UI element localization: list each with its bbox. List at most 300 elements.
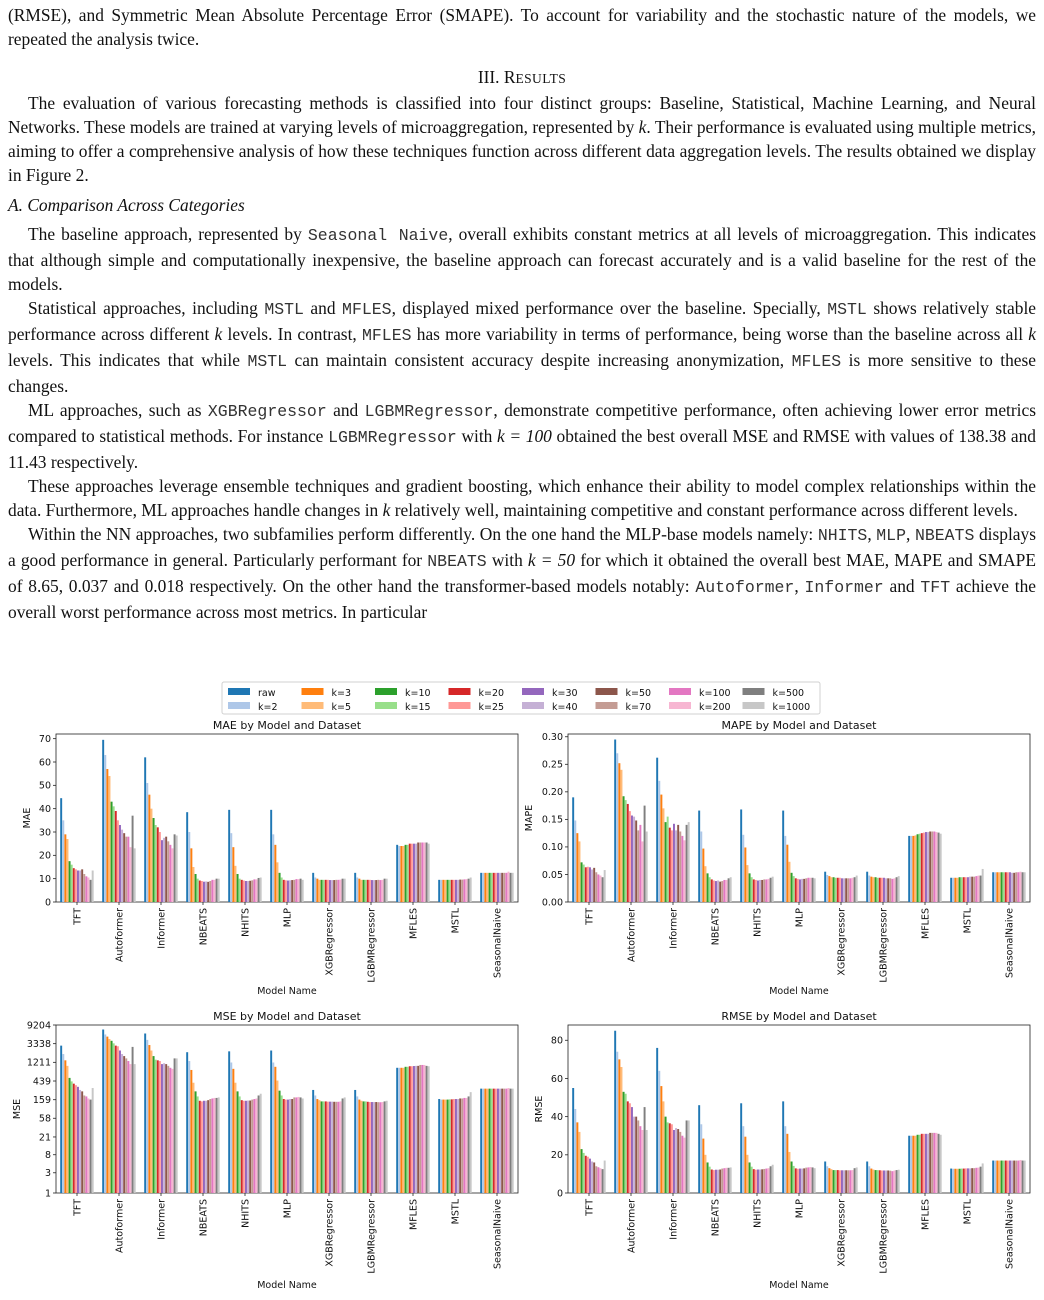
- bar-LGBMRegressor-k=3: [870, 877, 872, 902]
- bar-SeasonalNaive-k=50: [501, 873, 503, 902]
- bar-MFLES-k=2: [398, 846, 400, 902]
- bar-MFLES-k=5: [915, 835, 917, 902]
- bar-LGBMRegressor-k=15: [365, 1101, 367, 1193]
- bar-MSTL-k=200: [978, 876, 980, 902]
- bar-MLP-k=5: [277, 1081, 279, 1193]
- bar-MFLES-k=70: [931, 1133, 933, 1193]
- bar-XGBRegressor-k=50: [845, 878, 847, 902]
- bar-MSTL-raw: [950, 878, 952, 902]
- bar-XGBRegressor-k=15: [835, 1170, 837, 1193]
- bar-XGBRegressor-k=40: [843, 1170, 845, 1193]
- bar-TFT-k=10: [69, 861, 71, 902]
- bar-MSTL-k=100: [463, 879, 465, 902]
- bar-TFT-k=25: [587, 1157, 589, 1193]
- bar-MFLES-k=200: [424, 843, 426, 903]
- bar-NHITS-k=500: [258, 878, 260, 902]
- bar-Autoformer-k=30: [631, 816, 633, 902]
- paper-text: [8, 0, 1036, 624]
- x-tick-label: TFT: [72, 1199, 84, 1216]
- bar-MFLES-raw: [908, 836, 910, 902]
- x-tick-label: Informer: [156, 908, 168, 949]
- bar-LGBMRegressor-k=10: [875, 877, 877, 902]
- section-heading-results: III. RESULTS: [477, 67, 567, 87]
- bar-SeasonalNaive-k=50: [1013, 1161, 1015, 1193]
- bar-LGBMRegressor-k=100: [891, 879, 893, 902]
- bar-XGBRegressor-k=15: [323, 880, 325, 902]
- x-tick-label: NHITS: [752, 908, 764, 937]
- bar-NHITS-k=3: [744, 1137, 746, 1193]
- bar-Autoformer-k=3: [106, 769, 108, 902]
- bar-Autoformer-raw: [102, 740, 104, 902]
- bar-MFLES-k=50: [929, 831, 931, 902]
- bar-SeasonalNaive-k=100: [1017, 1161, 1019, 1193]
- y-tick-label: 60: [38, 757, 51, 769]
- bar-Informer-k=3: [148, 795, 150, 902]
- bar-Autoformer-k=3: [618, 1059, 620, 1193]
- bar-MSTL-k=3: [442, 880, 444, 902]
- bar-NHITS-k=15: [239, 879, 241, 902]
- bar-MLP-k=100: [295, 879, 297, 902]
- bar-MLP-raw: [270, 810, 272, 902]
- bar-LGBMRegressor-k=10: [875, 1170, 877, 1193]
- bar-SeasonalNaive-k=40: [1011, 873, 1013, 902]
- bar-LGBMRegressor-k=40: [373, 1102, 375, 1193]
- bar-NHITS-k=3: [744, 847, 746, 902]
- bar-TFT-k=200: [88, 1098, 90, 1193]
- bar-SeasonalNaive-raw: [992, 872, 994, 902]
- bar-Informer-k=5: [663, 808, 665, 902]
- x-tick-label: TFT: [584, 908, 596, 925]
- bar-NHITS-k=15: [751, 877, 753, 902]
- bar-LGBMRegressor-k=70: [377, 1102, 379, 1193]
- bar-SeasonalNaive-k=200: [1020, 872, 1022, 902]
- bar-XGBRegressor-k=20: [837, 1170, 839, 1193]
- legend-label: k=1000: [772, 702, 811, 713]
- bar-NBEATS-k=1000: [730, 1167, 732, 1193]
- bar-Autoformer-k=40: [633, 817, 635, 902]
- bar-Autoformer-k=2: [616, 1052, 618, 1193]
- x-tick-label: MLP: [282, 908, 294, 928]
- bar-SeasonalNaive-k=2: [482, 1089, 484, 1193]
- bar-Autoformer-k=20: [115, 1046, 117, 1193]
- bar-MFLES-k=30: [925, 832, 927, 902]
- x-tick-label: NHITS: [752, 1199, 764, 1228]
- bar-NBEATS-raw: [186, 812, 188, 902]
- bar-Autoformer-k=3: [618, 763, 620, 902]
- bar-Autoformer-k=70: [637, 1120, 639, 1193]
- bar-MFLES-k=50: [417, 843, 419, 903]
- bar-Autoformer-k=20: [627, 804, 629, 902]
- bar-TFT-k=500: [602, 1169, 604, 1193]
- bar-MLP-raw: [270, 1051, 272, 1193]
- bar-MLP-k=200: [298, 879, 300, 902]
- bar-Informer-k=10: [665, 822, 667, 902]
- bar-Autoformer-k=10: [623, 1092, 625, 1193]
- bar-NHITS-k=70: [763, 1169, 765, 1193]
- bar-LGBMRegressor-k=40: [885, 878, 887, 902]
- y-tick-label: 50: [38, 780, 51, 792]
- bar-LGBMRegressor-k=10: [363, 1101, 365, 1193]
- bar-TFT-k=20: [585, 867, 587, 902]
- bar-MFLES-raw: [396, 1068, 398, 1193]
- bar-NHITS-k=100: [765, 879, 767, 902]
- bar-SeasonalNaive-k=70: [503, 1089, 505, 1193]
- bar-TFT-k=1000: [604, 1161, 606, 1193]
- bar-MLP-k=500: [812, 1167, 814, 1193]
- bar-TFT-k=3: [576, 1122, 578, 1193]
- bar-Informer-k=70: [167, 1066, 169, 1193]
- bar-Autoformer-k=10: [623, 796, 625, 902]
- bar-XGBRegressor-k=100: [337, 880, 339, 902]
- bar-MFLES-k=10: [405, 1067, 407, 1193]
- bar-NHITS-k=70: [763, 879, 765, 902]
- bar-SeasonalNaive-k=500: [510, 1089, 512, 1193]
- bar-MSTL-k=5: [957, 1169, 959, 1193]
- bar-SeasonalNaive-k=1000: [512, 1089, 514, 1193]
- x-tick-label: MSTL: [450, 908, 462, 934]
- bar-Autoformer-k=20: [115, 811, 117, 902]
- bar-NHITS-k=100: [765, 1169, 767, 1193]
- bar-LGBMRegressor-k=200: [382, 1102, 384, 1193]
- bar-NHITS-k=50: [761, 1169, 763, 1193]
- bar-XGBRegressor-k=200: [852, 878, 854, 902]
- bar-Autoformer-k=70: [125, 1058, 127, 1193]
- bar-NBEATS-k=2: [188, 832, 190, 902]
- bar-Autoformer-k=5: [109, 776, 111, 902]
- bar-XGBRegressor-k=25: [839, 1170, 841, 1193]
- paragraph-metrics-end: (RMSE), and Symmetric Mean Absolute Percentage Error (SMAPE). To account for variability and the stochastic nature of the models, we repeated the analysis twice.: [8, 5, 1036, 49]
- paragraph-overview: The evaluation of various forecasting methods is classified into four distinct groups: Baseline, Statistical, Machine Learning, and Neural Networks. These models are trained at varying levels of microaggregation, represented by k. Their performance is evaluated using multiple metrics, aiming to offer a comprehensive analysis of how these techniques function across different data aggregation levels. The results obtained we display in Figure 2.: [8, 93, 1036, 185]
- bar-MLP-k=200: [298, 1097, 300, 1193]
- bar-SeasonalNaive-k=3: [996, 1161, 998, 1193]
- bar-NBEATS-k=500: [216, 1098, 218, 1193]
- bar-TFT-k=100: [85, 876, 87, 902]
- bar-NBEATS-k=70: [209, 881, 211, 902]
- bar-Informer-raw: [656, 1048, 658, 1193]
- bar-MLP-k=40: [289, 1099, 291, 1193]
- bar-MSTL-k=50: [971, 1168, 973, 1193]
- bar-MLP-k=10: [279, 873, 281, 902]
- bar-XGBRegressor-k=50: [333, 1102, 335, 1193]
- bar-MFLES-k=70: [931, 831, 933, 902]
- bar-Autoformer-k=100: [639, 825, 641, 902]
- bar-LGBMRegressor-k=1000: [386, 879, 388, 902]
- bar-LGBMRegressor-k=500: [896, 1170, 898, 1193]
- legend-swatch: [743, 702, 765, 709]
- legend-label: k=50: [625, 688, 652, 699]
- bar-MLP-k=15: [281, 878, 283, 903]
- bar-NHITS-k=3: [232, 847, 234, 902]
- bar-NHITS-k=30: [757, 1170, 759, 1193]
- bar-SeasonalNaive-k=1000: [512, 873, 514, 902]
- bar-SeasonalNaive-k=5: [487, 1089, 489, 1193]
- bar-NBEATS-k=40: [205, 881, 207, 902]
- x-tick-label: MFLES: [920, 1199, 932, 1230]
- bar-NBEATS-k=1000: [218, 879, 220, 902]
- bar-NBEATS-k=20: [199, 1101, 201, 1193]
- bar-LGBMRegressor-k=40: [885, 1170, 887, 1193]
- bar-Informer-k=5: [151, 809, 153, 902]
- bar-TFT-raw: [60, 1046, 62, 1193]
- bar-MFLES-k=50: [417, 1066, 419, 1193]
- bar-NHITS-k=25: [243, 881, 245, 902]
- bar-Informer-k=3: [660, 795, 662, 902]
- bar-XGBRegressor-k=10: [833, 1170, 835, 1193]
- bar-LGBMRegressor-k=30: [883, 878, 885, 902]
- bar-MSTL-k=5: [957, 878, 959, 902]
- bar-MLP-raw: [782, 1101, 784, 1193]
- bar-NBEATS-k=10: [707, 1162, 709, 1193]
- bar-NBEATS-k=200: [726, 1168, 728, 1193]
- legend-label: k=30: [552, 688, 578, 699]
- legend-label: k=5: [331, 702, 352, 713]
- bar-SeasonalNaive-k=70: [1015, 872, 1017, 902]
- bar-Informer-k=20: [669, 1123, 671, 1193]
- y-tick-label: 0.05: [541, 869, 563, 881]
- x-tick-label: TFT: [584, 1199, 596, 1216]
- bar-LGBMRegressor-k=1000: [898, 876, 900, 902]
- bar-Autoformer-k=5: [621, 1067, 623, 1193]
- bar-TFT-k=30: [589, 1159, 591, 1193]
- bar-XGBRegressor-k=2: [826, 1166, 828, 1193]
- bar-MSTL-k=70: [461, 880, 463, 902]
- bar-MSTL-k=50: [459, 1098, 461, 1193]
- bar-NHITS-k=5: [747, 865, 749, 902]
- x-axis-label: Model Name: [257, 1280, 317, 1291]
- bar-SeasonalNaive-k=30: [1009, 872, 1011, 902]
- bar-MSTL-k=20: [963, 877, 965, 902]
- bar-MLP-k=500: [812, 878, 814, 902]
- bar-MLP-k=10: [791, 873, 793, 902]
- bar-NHITS-k=30: [245, 881, 247, 902]
- bar-MFLES-k=50: [929, 1133, 931, 1193]
- bar-NHITS-k=40: [759, 880, 761, 902]
- bar-MLP-k=100: [807, 1167, 809, 1193]
- bar-TFT-k=70: [83, 1095, 85, 1193]
- bar-MSTL-k=20: [451, 880, 453, 902]
- bar-NBEATS-k=3: [190, 848, 192, 902]
- bar-MFLES-raw: [908, 1136, 910, 1193]
- bar-TFT-k=15: [583, 865, 585, 902]
- bar-NHITS-k=3: [232, 1069, 234, 1193]
- bar-Informer-k=1000: [176, 836, 178, 903]
- bar-Autoformer-k=50: [635, 1117, 637, 1193]
- bar-LGBMRegressor-raw: [354, 1090, 356, 1193]
- bar-TFT-raw: [572, 1088, 574, 1193]
- bar-MLP-k=20: [283, 1099, 285, 1193]
- bar-MLP-k=200: [810, 878, 812, 902]
- x-tick-label: NBEATS: [710, 1199, 722, 1237]
- bar-TFT-k=40: [591, 870, 593, 902]
- bar-Autoformer-k=25: [629, 1103, 631, 1193]
- legend-swatch: [522, 702, 544, 709]
- bar-TFT-k=3: [64, 1060, 66, 1193]
- bar-MFLES-k=20: [409, 844, 411, 902]
- x-tick-label: XGBRegressor: [836, 1199, 848, 1267]
- bar-XGBRegressor-k=30: [329, 1102, 331, 1193]
- x-tick-label: Autoformer: [114, 908, 126, 962]
- bar-NBEATS-k=25: [713, 1170, 715, 1193]
- bar-NHITS-k=20: [241, 1100, 243, 1193]
- bar-NHITS-k=200: [256, 879, 258, 902]
- bar-MFLES-k=500: [426, 1066, 428, 1193]
- bar-MFLES-k=20: [921, 1134, 923, 1193]
- bar-Autoformer-k=1000: [646, 831, 648, 902]
- bar-TFT-k=500: [602, 877, 604, 902]
- x-axis-label: Model Name: [769, 986, 829, 997]
- bar-NHITS-k=50: [761, 880, 763, 902]
- bar-Autoformer-k=5: [109, 1039, 111, 1193]
- bar-SeasonalNaive-k=20: [1005, 1161, 1007, 1193]
- bar-LGBMRegressor-k=30: [371, 1102, 373, 1193]
- y-tick-label: 0: [44, 897, 51, 909]
- bar-NBEATS-k=15: [197, 1096, 199, 1193]
- y-tick-label: 3: [44, 1168, 51, 1180]
- bar-MLP-k=40: [801, 1169, 803, 1193]
- bar-Informer-k=200: [684, 1138, 686, 1193]
- bar-Informer-k=200: [172, 1069, 174, 1193]
- bar-Informer-k=200: [684, 840, 686, 902]
- bar-LGBMRegressor-k=5: [873, 1170, 875, 1193]
- bar-Autoformer-k=25: [117, 820, 119, 902]
- bar-MFLES-k=100: [421, 1065, 423, 1193]
- bar-LGBMRegressor-k=100: [379, 1102, 381, 1193]
- bar-MLP-k=40: [289, 880, 291, 902]
- bar-SeasonalNaive-k=5: [999, 1161, 1001, 1193]
- bar-Autoformer-k=100: [127, 837, 129, 902]
- bar-Autoformer-raw: [614, 1031, 616, 1193]
- bar-LGBMRegressor-k=25: [369, 880, 371, 902]
- bar-XGBRegressor-k=500: [854, 877, 856, 902]
- bar-NBEATS-k=500: [728, 878, 730, 902]
- bar-LGBMRegressor-k=50: [887, 1170, 889, 1193]
- bar-MSTL-k=15: [961, 1169, 963, 1193]
- bar-SeasonalNaive-k=3: [484, 873, 486, 902]
- bar-LGBMRegressor-k=20: [367, 1102, 369, 1193]
- bar-MFLES-k=500: [938, 1134, 940, 1193]
- bar-NHITS-k=25: [243, 1101, 245, 1193]
- bar-Autoformer-raw: [614, 740, 616, 902]
- bar-LGBMRegressor-k=70: [889, 878, 891, 902]
- bar-TFT-k=20: [73, 868, 75, 902]
- bar-NHITS-k=1000: [260, 1094, 262, 1193]
- bar-SeasonalNaive-k=3: [996, 872, 998, 902]
- y-tick-label: 9204: [26, 1020, 51, 1032]
- bar-Informer-k=100: [681, 836, 683, 902]
- bar-XGBRegressor-k=40: [331, 880, 333, 902]
- bar-Informer-k=10: [153, 1056, 155, 1193]
- bar-SeasonalNaive-k=3: [484, 1089, 486, 1193]
- bar-LGBMRegressor-k=50: [887, 878, 889, 902]
- bar-MFLES-k=15: [919, 1135, 921, 1193]
- bar-Informer-k=25: [671, 830, 673, 902]
- bar-TFT-k=50: [81, 1091, 83, 1193]
- bar-SeasonalNaive-k=200: [508, 872, 510, 902]
- bar-XGBRegressor-k=2: [314, 1095, 316, 1193]
- bar-XGBRegressor-k=25: [839, 878, 841, 902]
- bar-XGBRegressor-k=5: [319, 880, 321, 902]
- bar-Informer-k=25: [159, 1061, 161, 1193]
- y-axis-label: MSE: [12, 1098, 23, 1120]
- bar-MSTL-k=100: [975, 876, 977, 902]
- bar-XGBRegressor-k=1000: [856, 1167, 858, 1193]
- bar-NBEATS-raw: [698, 1105, 700, 1193]
- bar-Autoformer-k=25: [117, 1046, 119, 1193]
- bar-MFLES-k=200: [936, 1133, 938, 1193]
- bar-MLP-k=1000: [814, 878, 816, 902]
- bar-Autoformer-k=200: [642, 841, 644, 902]
- bar-Informer-k=50: [165, 837, 167, 902]
- bar-MFLES-k=2: [398, 1068, 400, 1193]
- bar-MSTL-raw: [438, 1099, 440, 1193]
- bar-LGBMRegressor-k=30: [371, 880, 373, 902]
- bar-MLP-k=50: [803, 1168, 805, 1193]
- bar-Autoformer-k=2: [104, 755, 106, 902]
- y-tick-label: 58: [38, 1113, 51, 1125]
- bar-MFLES-k=70: [419, 843, 421, 903]
- bar-NBEATS-k=3: [702, 849, 704, 902]
- bar-Autoformer-k=30: [631, 1107, 633, 1193]
- bar-SeasonalNaive-k=25: [1007, 1161, 1009, 1193]
- bar-Informer-k=100: [169, 845, 171, 902]
- bar-MLP-k=15: [281, 1095, 283, 1193]
- bar-XGBRegressor-k=50: [845, 1170, 847, 1193]
- bar-NHITS-k=2: [230, 1062, 232, 1193]
- legend-swatch: [375, 702, 397, 709]
- bar-MSTL-raw: [950, 1169, 952, 1193]
- bar-Informer-k=70: [679, 1132, 681, 1193]
- legend-swatch: [669, 688, 691, 695]
- bar-Informer-raw: [144, 1033, 146, 1193]
- bar-MSTL-k=30: [967, 877, 969, 902]
- bar-SeasonalNaive-k=200: [1020, 1160, 1022, 1193]
- bar-SeasonalNaive-raw: [480, 1089, 482, 1193]
- bar-XGBRegressor-k=25: [327, 880, 329, 902]
- bar-Autoformer-k=50: [123, 833, 125, 902]
- bar-NHITS-k=40: [759, 1170, 761, 1193]
- bar-SeasonalNaive-k=1000: [1024, 872, 1026, 902]
- bar-MSTL-k=5: [445, 880, 447, 902]
- bar-MLP-k=25: [797, 879, 799, 902]
- bar-TFT-k=5: [579, 841, 581, 902]
- x-tick-label: NBEATS: [198, 1199, 210, 1237]
- bar-Informer-k=3: [660, 1086, 662, 1193]
- bar-MSTL-raw: [438, 880, 440, 902]
- bar-MFLES-k=3: [400, 846, 402, 902]
- x-axis-label: Model Name: [769, 1280, 829, 1291]
- bar-NHITS-k=100: [253, 879, 255, 902]
- bar-TFT-k=5: [67, 839, 69, 902]
- y-tick-label: 3338: [26, 1038, 51, 1050]
- legend-label: k=2: [258, 702, 278, 713]
- bar-TFT-k=50: [81, 869, 83, 902]
- bar-MSTL-k=1000: [982, 1163, 984, 1193]
- bar-Autoformer-k=1000: [134, 1064, 136, 1193]
- legend-label: raw: [258, 688, 276, 699]
- y-tick-label: 10: [38, 873, 51, 885]
- x-tick-label: MFLES: [408, 1199, 420, 1230]
- bar-NBEATS-k=70: [721, 881, 723, 902]
- y-tick-label: 0.20: [541, 787, 563, 799]
- bar-Informer-k=2: [658, 1071, 660, 1193]
- bar-LGBMRegressor-k=25: [881, 1170, 883, 1193]
- bar-NBEATS-k=2: [188, 1061, 190, 1193]
- bar-SeasonalNaive-k=200: [508, 1088, 510, 1193]
- bar-Autoformer-k=2: [104, 1034, 106, 1193]
- bar-Autoformer-k=2: [616, 753, 618, 902]
- bar-XGBRegressor-k=30: [329, 880, 331, 902]
- bar-SeasonalNaive-k=40: [499, 1089, 501, 1193]
